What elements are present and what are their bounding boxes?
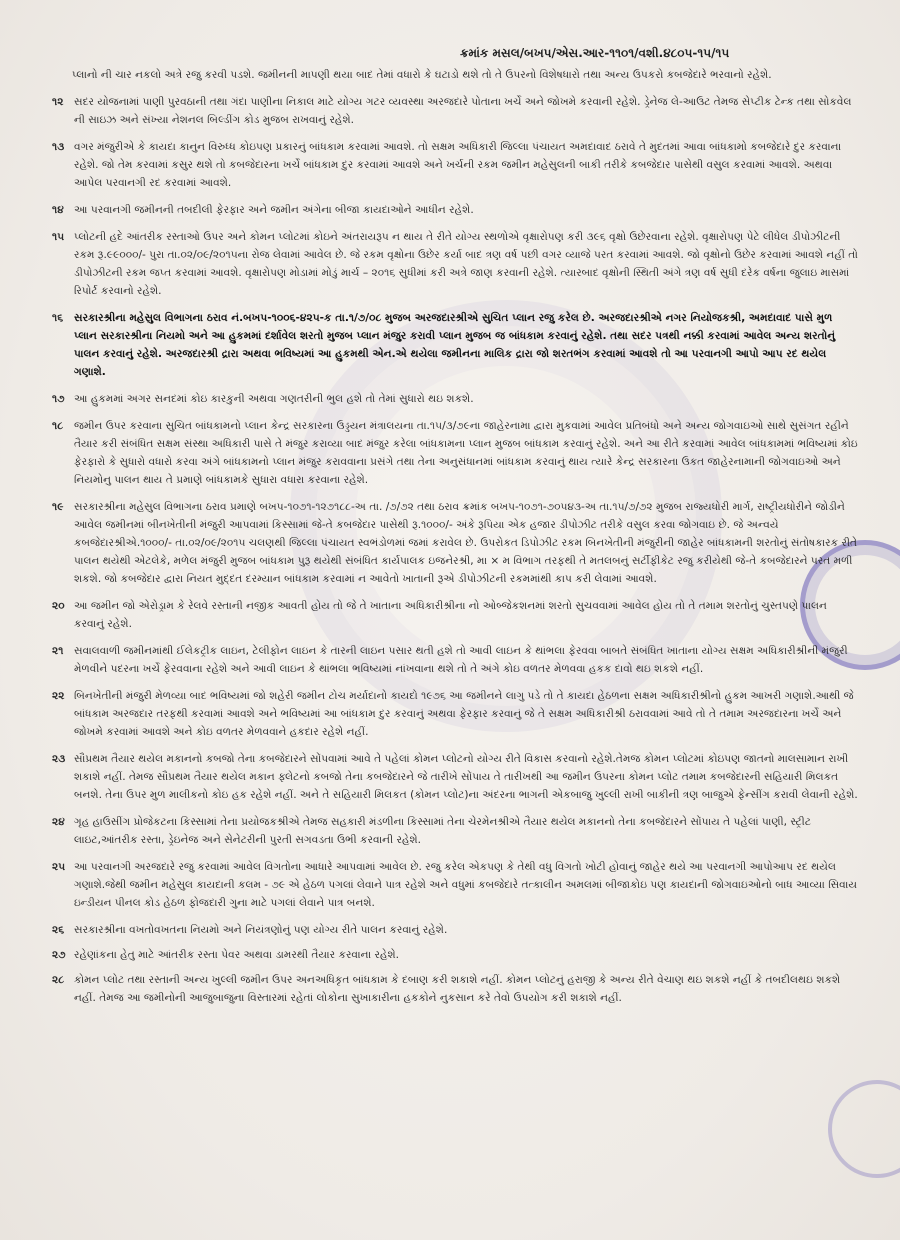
clause-item xyxy=(52,138,858,192)
clause-number: ૨૧ xyxy=(52,645,64,657)
official-stamp-faint xyxy=(828,1080,900,1178)
clause-item xyxy=(52,750,858,804)
clause-number: ૧૭ xyxy=(52,393,65,405)
clause-item xyxy=(52,201,858,219)
clause-number: ૨૬ xyxy=(52,924,65,936)
clause-item xyxy=(52,417,858,489)
clause-number: ૨૮ xyxy=(52,974,65,986)
clause-number: ૨૫ xyxy=(52,861,66,873)
clause-number: ૨૪ xyxy=(52,816,65,828)
clause-number: ૧૨ xyxy=(52,96,64,108)
clause-text: કોમન પ્લોટ તથા રસ્તાની અન્ય ખુલ્લી જમીન ઉપર અનઅધિકૃત બાંધકામ કે દબાણ કરી શકાશે નહીં. કોમન પ્લોટનું હરાજી કે અન્ય રીતે વેચાણ થઇ શકશે નહીં કે તબદીલથઇ શકશે નહીં. તેમજ આ જમીનોની આજુબાજુના વિસ્તારમાં રહેતાં લોકોના સુખાકારીના હકકોને નુકસાન કરે તેવો ઉપયોગ કરી શકાશે નહીં. xyxy=(74,974,841,1004)
clause-number: ૨૨ xyxy=(52,690,65,702)
clause-item xyxy=(52,642,858,678)
clause-text: બિનખેતીની મંજુરી મેળવ્યા બાદ ભવિષ્યમાં જો શહેરી જમીન ટોચ મર્યાદાનો કાયદો ૧૯૭૬ આ જમીનને લાગુ પડે તો તે કાયદા હેઠળના સક્ષમ અધિકારીશ્રીનો હુકમ આખરી ગણાશે.આથી જે બાંધકામ અરજદાર તરફથી કરવામાં આવશે અને ભવિષ્યમાં આ બાંધકામ દુર કરવાનું અથવા ફેરફાર કરવાનું જે તે સક્ષમ અધિકારીશ્રી ઠરાવવામાં આવે તો તે તમામ અરજદારના ખર્ચે અને જોખમે કરવામાં આવશે અને કોઇ વળતર મેળવવાને હકદાર રહેશે નહીં. xyxy=(74,690,854,738)
clause-text: સૌપ્રથમ તૈયાર થયેલ મકાનનો કબજો તેના કબજેદારને સોંપવામાં આવે તે પહેલાં કોમન પ્લોટનો યોગ્ય રીતે વિકાસ કરવાનો રહેશે.તેમજ કોમન પ્લોટમાં કોઇપણ જાતનો માલસામાન રાખી શકાશે નહીં. તેમજ સૌપ્રથમ તૈયાર થયેલ મકાન ફ્લેટનો કબજો તેના કબજેદારને જે તારીખે સોંપાય તે તારીખથી આ જમીન ઉપરના કોમન પ્લોટ તમામ કબજેદારની સહિયારી મિલકત બનશે. તેના ઉપર મુળ માલીકનો કોઇ હક રહેશે નહીં. અને તે સહિયારી મિલકત (કોમન પ્લોટ)ના અંદરના ભાગની એકબાજુ ખુલ્લી રાખી બાકીની ત્રણ બાજુએ ફેન્સીંગ કરાવી લેવાની રહેશે. xyxy=(74,753,858,801)
clause-text: રહેણાંકના હેતુ માટે આંતરીક રસ્તા પેવર અથવા ડામરથી તૈયાર કરવાના રહેશે. xyxy=(74,949,400,961)
clause-number: ૨૩ xyxy=(52,753,66,765)
clause-text: પ્લોટની હદે આંતરીક રસ્તાઓ ઉપર અને કોમન પ્લોટમાં કોઇને અંતરાયરૂપ ન થાય તે રીતે યોગ્ય સ્થળોએ વૃક્ષારોપણ કરી ૩૯૬ વૃક્ષો ઉછેરવાના રહેશે. વૃક્ષારોપણ પેટે લીધેલ ડીપોઝીટની રકમ રૂ.૯૯૦૦૦/- પુરા તા.૦૨/૦૯/૨૦૧૫ના રોજ લેવામાં આવેલ છે. જે રકમ વૃક્ષોના ઉછેર કર્યા બાદ ત્રણ વર્ષ પછી વગર વ્યાજે પરત કરવામાં આવશે. જો વૃક્ષોનો ઉછેર કરવામાં આવશે નહીં તો ડીપોઝીટની રકમ જપ્ત કરવામાં આવશે. વૃક્ષારોપણ મોડામાં મોડું માર્ચ – ૨૦૧૬ સુધીમાં કરી અત્રે જાણ કરવાની રહેશે. ત્યારબાદ વૃક્ષોની સ્થિતી અંગે ત્રણ વર્ષ સુધી દરેક વર્ષના જુલાઇ માસમાં રિપોર્ટ કરવાનો રહેશે. xyxy=(74,231,858,297)
clause-text: સરકારશ્રીના વખતોવખતના નિયમો અને નિયંત્રણોનું પણ યોગ્ય રીતે પાલન કરવાનું રહેશે. xyxy=(74,924,448,936)
clause-number: ૧૬ xyxy=(52,312,64,324)
clause-text: આ જમીન જો એરોડ્રામ કે રેલવે રસ્તાની નજીક આવતી હોય તો જે તે ખાતાના અધિકારીશ્રીના નો ઓબ્જેકશનમાં શરતો સુચવવામાં આવેલ હોય તો તે તમામ શરતોનું ચુસ્તપણે પાલન કરવાનું રહેશે. xyxy=(74,600,827,630)
clause-number: ૨૦ xyxy=(52,600,65,612)
clause-text: સરકારશ્રીના મહેસુલ વિભાગના ઠરાવ નં.બખપ-૧૦૦૬-૪૨૫-ક તા.૧/૭/૦૮ મુજબ અરજદારશ્રીએ સુચિત પ્લાન રજુ કરેલ છે. અરજદારશ્રીએ નગર નિયોજકશ્રી, અમદાવાદ પાસે મુળ પ્લાન સરકારશ્રીના નિયમો અને આ હુકમમાં દર્શાવેલ શરતો મુજબ પ્લાન મંજુર કરાવી પ્લાન મુજબ જ બાંધકામ કરવાનું રહેશે. તથા સદર પત્રથી નક્કી કરવામાં આવેલ અન્ય શરતોનું પાલન કરવાનું રહેશે. અરજદારશ્રી દ્રારા અથવા ભવિષ્યમાં આ હુકમથી એન.એ થયેલા જમીનના માલિક દ્રારા જો શરતભંગ કરવામાં આવશે તો આ પરવાનગી આપો આપ રદ થયેલ ગણાશે. xyxy=(74,312,836,378)
clause-text: સદર યોજનામાં પાણી પુરવઠાની તથા ગંદા પાણીના નિકાલ માટે યોગ્ય ગટર વ્યવસ્થા અરજદારે પોતાના ખર્ચે અને જોખમે કરવાની રહેશે. ડ્રેનેજ લે-આઉટ તેમજ સેપ્ટીક ટેન્ક તથા સોકવેલ ની સાઇઝ અને સંખ્યા નેશનલ બિલ્ડીંગ કોડ મુજબ રાખવાનું રહેશે. xyxy=(74,96,852,126)
clause-item xyxy=(52,946,858,964)
document-body xyxy=(52,66,858,1014)
clause-text: આ પરવાનગી જમીનની તબદીલી ફેરફાર અને જમીન અંગેના બીજા કાયદાઓને આધીન રહેશે. xyxy=(74,204,474,216)
clause-text: આ પરવાનગી અરજદારે રજુ કરવામાં આવેલ વિગતોના આધારે આપવામાં આવેલ છે. રજુ કરેલ એકપણ કે તેથી વધુ વિગતો ખોટી હોવાનું જાહેર થયે આ પરવાનગી આપોઆપ રદ થયેલ ગણાશે.જેથી જમીન મહેસુલ કાયદાની કલમ - ૭૯ એ હેઠળ પગલાં લેવાને પાત્ર રહેશે અને વધુમાં કબજેદારે તત્કાલીન અમલમાં બીજાકોઇ પણ કાયદાની જોગવાઇઓનો બાધ આવ્યા સિવાય ઇન્ડીયન પીનલ કોડ હેઠળ ફોજદારી ગુના માટે પગલાં લેવાને પાત્ર બનશે. xyxy=(74,861,858,909)
clause-text: સરકારશ્રીના મહેસુલ વિભાગના ઠરાવ પ્રમાણે બખપ-૧૦૭૧-૧૨૭૧૮૮-અ તા. /૭/૭૨ તથા ઠરાવ ક્રમાંક બખપ-૧૦૭૧-૭૦૫૪૩-અ તા.૧૫/૭/૭૨ મુજબ રાજ્યધોરી માર્ગ, રાષ્ટ્રીયધોરીને જોડીને આવેલ જમીનમાં બીનખેતીની મંજુરી આપવામાં કિસ્સામાં જે-તે કબજેદાર પાસેથી રૂ.૧૦૦૦/- અંકે રૂપિયા એક હજાર ડીપોઝીટ તરીકે વસુલ કરવા જોગવાઇ છે. જે અન્વયે કબજેદારશ્રીએ.૧૦૦૦/- તા.૦૨/૦૯/૨૦૧૫ ચલણથી જિલ્લા પંચાયત સ્વભંડોળમાં જમાં કરાવેલ છે. ઉપરોકત ડિપોઝીટ રકમ બિનખેતીની મંજુરીની જાહેર બાંધકામની શરતોનું સંતોષકારક રીતે પાલન થયેથી એટલેકે, મળેલ મંજુરી મુજબ બાંધકામ પુરૂ થયેથી સંબંધિત કાર્યપાલક ઇજનેરશ્રી, મા × મ વિભાગ તરફથી તે મતલબનું સર્ટીફીકેટ રજુ કરીયેથી જે-તે કબજેદારને પરત મળી શકશે. જો કબજેદાર દ્વારા નિયત મુદ્દત દરમ્યાન બાંધકામ કરવામાં ન આવેતો ખાતાની રૂએ ડીપોઝીટની રકમમાંથી કાપ કરી લેવામાં આવશે. xyxy=(74,501,858,585)
reference-number: ક્રમાંક મસલ/બખપ/એસ.આર-૧૧૦૧/વશી.૪૮૦૫-૧૫/૧૫ xyxy=(460,46,730,60)
clause-text: વગર મંજુરીએ કે કાયદા કાનુન વિરુધ્ધ કોઇપણ પ્રકારનું બાંધકામ કરવામાં આવશે. તો સક્ષમ અધિકારી જિલ્લા પંચાયત અમદાવાદ ઠરાવે તે મુદતમાં આવા બાંધકામો કબજેદારે દુર કરવાના રહેશે. જો તેમ કરવામાં કસુર થશે તો કબજેદારના ખર્ચે બાંધકામ દુર કરવામાં આવશે અને ખર્ચની રકમ જમીન મહેસુલની બાકી તરીકે કબજેદાર પાસેથી વસુલ કરવામાં આવશે. અથવા આપેલ પરવાનગી રદ કરવામાં આવશે. xyxy=(74,141,842,189)
clause-item xyxy=(52,813,858,849)
clause-text: ગૃહ હાઉસીંગ પ્રોજેકટના કિસ્સામાં તેના પ્રયોજકશ્રીએ તેમજ સહકારી મંડળીના કિસ્સામાં તેના ચેરમેનશ્રીએ તૈયાર થયેલ મકાનનો તેના કબજેદારને સોંપાય તે પહેલાં પાણી, સ્ટ્રીટ લાઇટ,આંતરીક રસ્તા, ડ્રેઇનેજ અને સેનેટરીની પુરતી સગવડતા ઉભી કરવાની રહેશે. xyxy=(74,816,811,846)
clause-item xyxy=(52,390,858,408)
clause-text: જમીન ઉપર કરવાના સુચિત બાંધકામનો પ્લાન કેન્દ્ર સરકારના ઉડ્ડયન મંત્રાલયના તા.૧૫/૩/૭૯ના જાહેરનામા દ્વારા મુકવામાં આવેલ પ્રતિબંધો અને અન્ય જોગવાઇઓ સાથે સુસંગત રહીને તૈયાર કરી સંબંધિત સક્ષમ સંસ્થા અધિકારી પાસે તે મંજુર કરાવ્યા બાદ મંજુર કરેલા બાંધકામના પ્લાન મુજબ બાંધકામ કરવાનું રહેશે. અને આ રીતે કરવામાં આવેલ બાંધકામમાં ભવિષ્યમાં કોઇ ફેરફારો કે સુધારો વધારો કરવા અંગે બાંધકામનો પ્લાન મંજુર કરાવવાના પ્રસંગે તથા તેના અનુસંધાનમાં બાંધકામ કરવાનું થાય ત્યારે કેન્દ્ર સરકારના ઉકત જાહેરનામાની જોગવાઇઓ અને નિયમોનુ પાલન થાય તે પ્રમાણે બાંધકામકે સુધારા વધારા કરવાના રહેશે. xyxy=(74,420,858,486)
clause-number: ૨૭ xyxy=(52,949,66,961)
clause-item xyxy=(52,93,858,129)
clause-number: ૧૮ xyxy=(52,420,64,432)
clause-list xyxy=(52,93,858,1007)
clause-item xyxy=(52,921,858,939)
clause-item xyxy=(52,498,858,588)
clause-number: ૧૫ xyxy=(52,231,65,243)
clause-text: સવાલવાળી જમીનમાંથી ઈલેકટ્રીક લાઇન, ટેલીફોન લાઇન કે તારની લાઇન પસાર થતી હશે તો આવી લાઇન કે થાંભલા ફેરવવા બાબતે સંબંધિત ખાતાના યોગ્ય સક્ષમ અધિકારીશ્રીની મંજુરી મેળવીને પદરના ખર્ચે ફેરવવાના રહેશે અને આવી લાઇન કે થાંભલા ભવિષ્યમાં નાંખવાના થશે તો તે અંગે કોઇ વળતર મેળવવા હકક દાવો થઇ શકશે નહીં. xyxy=(74,645,848,675)
clause-number: ૧૪ xyxy=(52,204,64,216)
clause-number: ૧૩ xyxy=(52,141,65,153)
clause-item xyxy=(52,309,858,381)
clause-item xyxy=(52,687,858,741)
clause-text: આ હુકમમાં અગર સનદમાં કોઇ કારકુની અથવા ગણતરીની ભુલ હશે તો તેમાં સુધારો થઇ શકશે. xyxy=(74,393,474,405)
clause-item xyxy=(52,858,858,912)
intro-paragraph: પ્લાનો ની ચાર નકલો અત્રે રજુ કરવી પડશે. જમીનની માપણી થયા બાદ તેમાં વધારો કે ઘટાડો થશે તો તે ઉપરનો વિશેષધારો તથા અન્ય ઉપકરો કબજેદારે ભરવાનો રહેશે. xyxy=(72,69,772,81)
clause-item xyxy=(52,597,858,633)
clause-number: ૧૯ xyxy=(52,501,64,513)
clause-item xyxy=(52,971,858,1007)
clause-item xyxy=(52,228,858,300)
